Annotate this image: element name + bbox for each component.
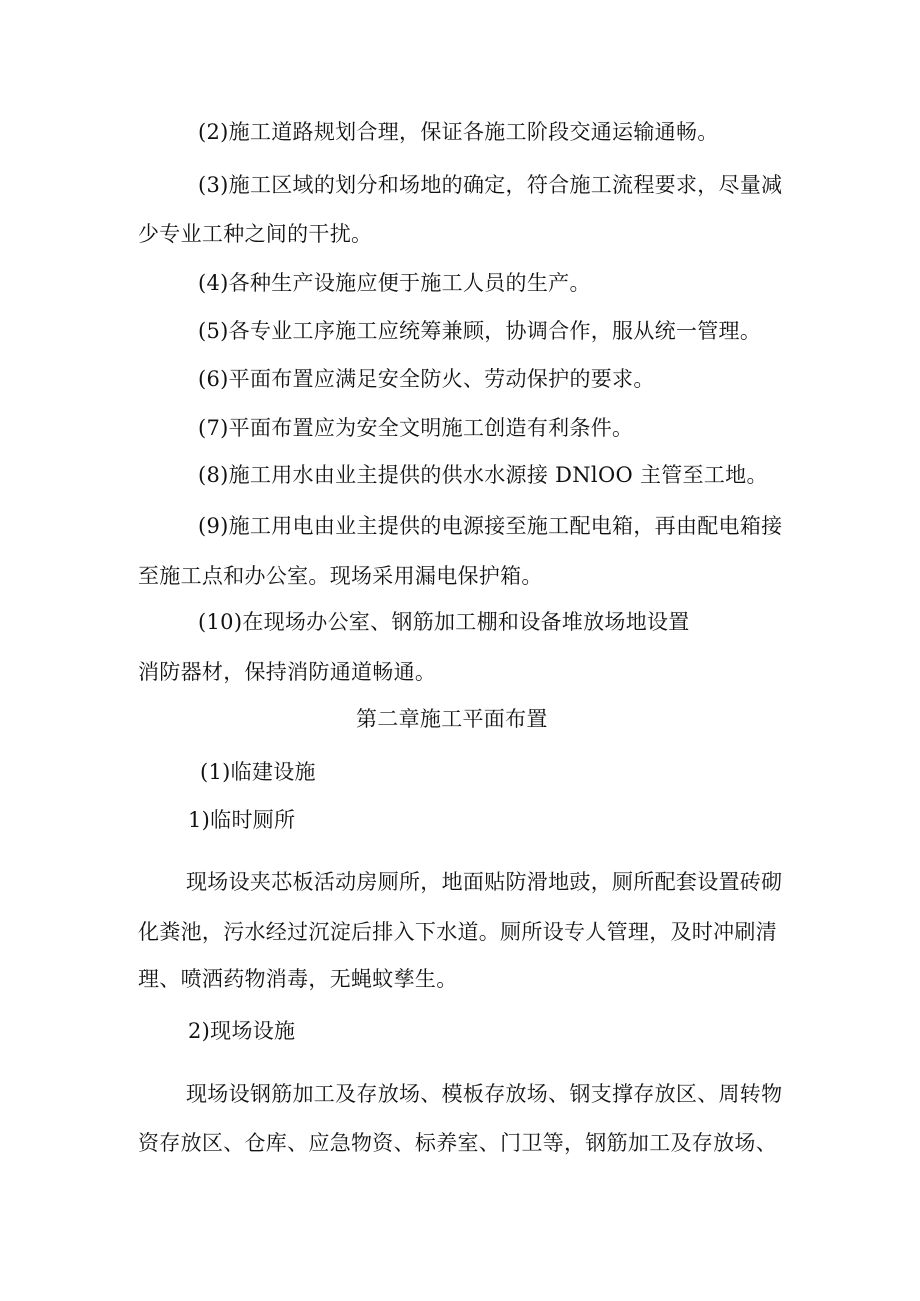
- paragraph-item-6: (6)平面布置应满足安全防火、劳动保护的要求。: [198, 367, 655, 391]
- subsection-heading-temporary-toilet: 1)临时厕所: [188, 808, 296, 832]
- site-paragraph-line-2: 资存放区、仓库、应急物资、标养室、门卫等，钢筋加工及存放场、: [138, 1131, 777, 1155]
- paragraph-item-9-cont: 至施工点和办公室。现场采用漏电保护箱。: [138, 564, 543, 588]
- paragraph-item-3: (3)施工区域的划分和场地的确定，符合施工流程要求，尽量减: [198, 173, 783, 197]
- paragraph-item-7: (7)平面布置应为安全文明施工创造有利条件。: [198, 416, 634, 440]
- toilet-paragraph-line-3: 理、喷洒药物消毒，无蝇蚊孳生。: [138, 967, 458, 991]
- paragraph-item-8: (8)施工用水由业主提供的供水水源接 DNlOO 主管至工地。: [198, 463, 768, 487]
- chapter-heading: 第二章施工平面布置: [356, 707, 548, 731]
- paragraph-item-2: (2)施工道路规划合理，保证各施工阶段交通运输通畅。: [198, 120, 719, 144]
- section-heading-temporary-facilities: (1)临建设施: [200, 760, 316, 784]
- paragraph-item-4: (4)各种生产设施应便于施工人员的生产。: [198, 271, 591, 295]
- paragraph-item-9: (9)施工用电由业主提供的电源接至施工配电箱，再由配电箱接: [198, 514, 783, 538]
- paragraph-item-10-cont: 消防器材，保持消防通道畅通。: [138, 660, 437, 684]
- paragraph-item-3-cont: 少专业工种之间的干扰。: [138, 222, 373, 246]
- toilet-paragraph-line-1: 现场设夹芯板活动房厕所，地面贴防滑地豉，厕所配套设置砖砌: [186, 870, 783, 894]
- paragraph-item-10: (10)在现场办公室、钢筋加工棚和设备堆放场地设置: [198, 610, 690, 634]
- toilet-paragraph-line-2: 化粪池，污水经过沉淀后排入下水道。厕所设专人管理，及时冲刷清: [138, 920, 777, 944]
- paragraph-item-5: (5)各专业工序施工应统筹兼顾，协调合作，服从统一管理。: [198, 319, 762, 343]
- subsection-heading-site-facilities: 2)现场设施: [188, 1019, 296, 1043]
- site-paragraph-line-1: 现场设钢筋加工及存放场、模板存放场、钢支撑存放区、周转物: [186, 1082, 783, 1106]
